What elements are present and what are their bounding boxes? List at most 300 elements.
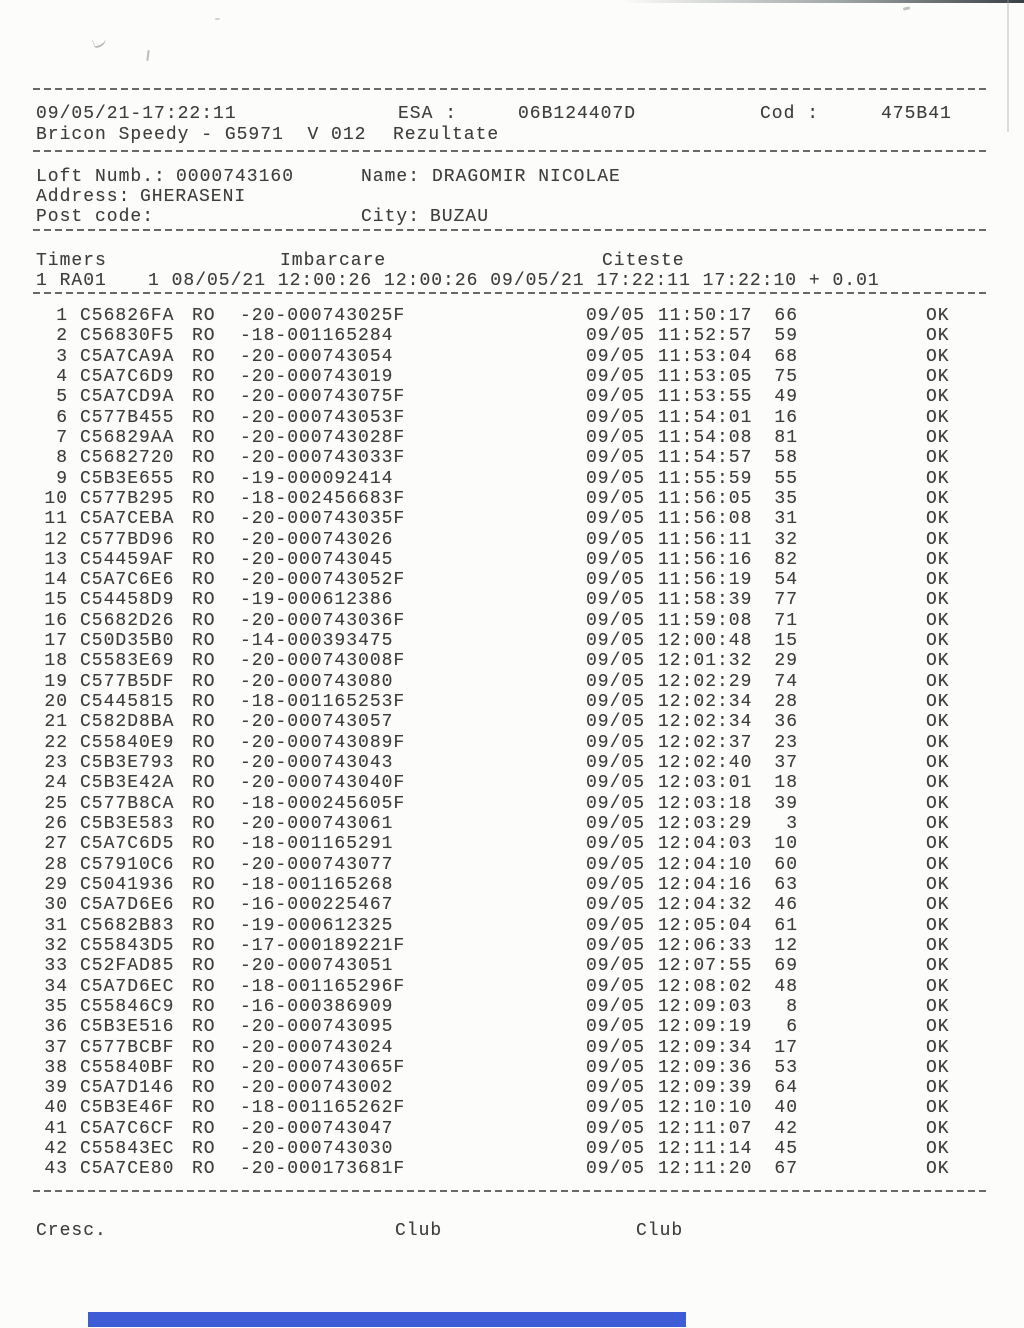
ring-code: C55840BF: [80, 1057, 175, 1078]
band-number: -20-000743002: [240, 1078, 394, 1099]
row-number: 27: [44, 834, 68, 855]
row-number: 21: [44, 712, 68, 733]
clock-time: 12:02:29: [658, 671, 753, 692]
band-number: -18-001165268: [240, 874, 394, 895]
clock-date: 09/05: [586, 834, 646, 855]
country-code: RO: [192, 874, 216, 895]
antenna-number: 81: [774, 427, 798, 448]
table-row: [0, 997, 1024, 1017]
band-number: -20-000743089F: [240, 732, 406, 753]
loft-number-label: Loft Numb.:: [36, 167, 166, 187]
ring-code: C5A7CD9A: [80, 387, 175, 408]
antenna-number: 74: [774, 671, 798, 692]
cresc-signature-label: Cresc.: [36, 1221, 107, 1241]
clock-time: 12:03:01: [658, 773, 753, 794]
timer-detail: 1 08/05/21 12:00:26 12:00:26 09/05/21 17:22:11 17:22:10 + 0.01: [148, 271, 880, 291]
band-number: -18-001165262F: [240, 1098, 406, 1119]
band-number: -20-000743033F: [240, 448, 406, 469]
row-number: 42: [44, 1139, 68, 1160]
clock-time: 12:06:33: [658, 935, 753, 956]
country-code: RO: [192, 306, 216, 326]
status-ok: OK: [926, 570, 950, 591]
table-row: [0, 1058, 1024, 1078]
clock-date: 09/05: [586, 874, 646, 895]
table-row: [0, 712, 1024, 732]
clock-date: 09/05: [586, 407, 646, 428]
table-row: [0, 1017, 1024, 1037]
ring-code: C54459AF: [80, 549, 175, 570]
loft-number: 0000743160: [176, 167, 295, 187]
device-name: Bricon Speedy - G5971 V 012: [36, 125, 367, 145]
band-number: -20-000743026: [240, 529, 394, 550]
clock-time: 12:09:39: [658, 1078, 753, 1099]
clock-date: 09/05: [586, 570, 646, 591]
ring-code: C5A7C6D5: [80, 834, 175, 855]
clock-time: 11:52:57: [658, 326, 753, 347]
country-code: RO: [192, 570, 216, 591]
antenna-number: 46: [774, 895, 798, 916]
country-code: RO: [192, 468, 216, 489]
status-ok: OK: [926, 671, 950, 692]
clock-date: 09/05: [586, 387, 646, 408]
table-row: [0, 448, 1024, 468]
band-number: -20-000173681F: [240, 1159, 406, 1180]
status-ok: OK: [926, 935, 950, 956]
band-number: -20-000743019: [240, 366, 394, 387]
esa-label: ESA :: [398, 104, 458, 124]
country-code: RO: [192, 1139, 216, 1160]
clock-date: 09/05: [586, 1017, 646, 1038]
status-ok: OK: [926, 1098, 950, 1119]
clock-date: 09/05: [586, 346, 646, 367]
table-row: [0, 550, 1024, 570]
country-code: RO: [192, 651, 216, 672]
band-number: -20-000743080: [240, 671, 394, 692]
row-number: 14: [44, 570, 68, 591]
status-ok: OK: [926, 488, 950, 509]
clock-time: 11:50:17: [658, 306, 753, 326]
antenna-number: 37: [774, 753, 798, 774]
antenna-number: 31: [774, 509, 798, 530]
antenna-number: 36: [774, 712, 798, 733]
country-code: RO: [192, 610, 216, 631]
row-number: 22: [44, 732, 68, 753]
row-number: 10: [44, 488, 68, 509]
status-ok: OK: [926, 732, 950, 753]
clock-time: 11:56:16: [658, 549, 753, 570]
band-number: -20-000743040F: [240, 773, 406, 794]
status-ok: OK: [926, 306, 950, 326]
clock-date: 09/05: [586, 1118, 646, 1139]
separator-line: [33, 292, 989, 294]
ring-code: C52FAD85: [80, 956, 175, 977]
clock-date: 09/05: [586, 671, 646, 692]
row-number: 29: [44, 874, 68, 895]
row-number: 11: [44, 509, 68, 530]
scan-edge-shadow: [620, 0, 1024, 3]
antenna-number: 6: [786, 1017, 798, 1038]
clock-date: 09/05: [586, 1139, 646, 1160]
address-value: GHERASENI: [140, 187, 247, 207]
clock-time: 12:11:14: [658, 1139, 753, 1160]
clock-time: 11:56:11: [658, 529, 753, 550]
status-ok: OK: [926, 712, 950, 733]
antenna-number: 42: [774, 1118, 798, 1139]
row-number: 13: [44, 549, 68, 570]
row-number: 32: [44, 935, 68, 956]
ring-code: C577B8CA: [80, 793, 175, 814]
clock-date: 09/05: [586, 793, 646, 814]
country-code: RO: [192, 753, 216, 774]
timers-heading: Timers: [36, 251, 107, 271]
band-number: -17-000189221F: [240, 935, 406, 956]
table-row: [0, 509, 1024, 529]
clock-date: 09/05: [586, 1037, 646, 1058]
clock-date: 09/05: [586, 854, 646, 875]
scan-line-artifact: [1007, 0, 1009, 132]
band-number: -18-001165284: [240, 326, 394, 347]
table-row: [0, 367, 1024, 387]
status-ok: OK: [926, 976, 950, 997]
table-row: [0, 956, 1024, 976]
ring-code: C577B5DF: [80, 671, 175, 692]
row-number: 16: [44, 610, 68, 631]
antenna-number: 3: [786, 814, 798, 834]
country-code: RO: [192, 631, 216, 652]
esa-value: 06B124407D: [518, 104, 637, 124]
clock-time: 11:54:08: [658, 427, 753, 448]
ring-code: C5A7C6E6: [80, 570, 175, 591]
clock-date: 09/05: [586, 712, 646, 733]
clock-time: 11:54:57: [658, 448, 753, 469]
ring-code: C5A7CEBA: [80, 509, 175, 530]
band-number: -20-000743065F: [240, 1057, 406, 1078]
band-number: -20-000743057: [240, 712, 394, 733]
antenna-number: 29: [774, 651, 798, 672]
clock-time: 12:11:07: [658, 1118, 753, 1139]
status-ok: OK: [926, 895, 950, 916]
antenna-number: 60: [774, 854, 798, 875]
antenna-number: 8: [786, 996, 798, 1017]
clock-time: 12:08:02: [658, 976, 753, 997]
country-code: RO: [192, 387, 216, 408]
clock-date: 09/05: [586, 610, 646, 631]
table-row: [0, 1078, 1024, 1098]
clock-time: 12:04:16: [658, 874, 753, 895]
separator-line: [33, 229, 989, 231]
ring-code: C5B3E655: [80, 468, 175, 489]
row-number: 3: [56, 346, 68, 367]
row-number: 1: [56, 306, 68, 326]
table-row: [0, 611, 1024, 631]
table-row: [0, 326, 1024, 346]
table-row: [0, 692, 1024, 712]
ring-code: C582D8BA: [80, 712, 175, 733]
clock-time: 11:55:59: [658, 468, 753, 489]
ring-code: C577B295: [80, 488, 175, 509]
clock-date: 09/05: [586, 1057, 646, 1078]
antenna-number: 68: [774, 346, 798, 367]
ring-code: C55843EC: [80, 1139, 175, 1160]
clock-date: 09/05: [586, 692, 646, 713]
citeste-heading: Citeste: [602, 251, 685, 271]
country-code: RO: [192, 529, 216, 550]
table-row: [0, 814, 1024, 834]
status-ok: OK: [926, 651, 950, 672]
band-number: -16-000225467: [240, 895, 394, 916]
pencil-mark: [92, 36, 107, 49]
row-number: 24: [44, 773, 68, 794]
clock-time: 12:02:34: [658, 712, 753, 733]
status-ok: OK: [926, 549, 950, 570]
antenna-number: 67: [774, 1159, 798, 1180]
ring-code: C577B455: [80, 407, 175, 428]
ring-code: C57910C6: [80, 854, 175, 875]
row-number: 25: [44, 793, 68, 814]
status-ok: OK: [926, 529, 950, 550]
table-row: [0, 855, 1024, 875]
clock-time: 12:02:40: [658, 753, 753, 774]
ring-code: C56829AA: [80, 427, 175, 448]
band-number: -20-000743061: [240, 814, 394, 834]
status-ok: OK: [926, 1139, 950, 1160]
country-code: RO: [192, 692, 216, 713]
address-label: Address:: [36, 187, 131, 207]
row-number: 5: [56, 387, 68, 408]
band-number: -19-000092414: [240, 468, 394, 489]
row-number: 39: [44, 1078, 68, 1099]
clock-date: 09/05: [586, 529, 646, 550]
clock-time: 12:03:29: [658, 814, 753, 834]
band-number: -20-000743052F: [240, 570, 406, 591]
antenna-number: 54: [774, 570, 798, 591]
clock-time: 12:03:18: [658, 793, 753, 814]
status-ok: OK: [926, 590, 950, 611]
clock-time: 11:58:39: [658, 590, 753, 611]
band-number: -20-000743051: [240, 956, 394, 977]
ring-code: C5041936: [80, 874, 175, 895]
clock-date: 09/05: [586, 976, 646, 997]
clock-date: 09/05: [586, 366, 646, 387]
clock-time: 12:04:03: [658, 834, 753, 855]
clock-time: 12:04:10: [658, 854, 753, 875]
clock-date: 09/05: [586, 915, 646, 936]
country-code: RO: [192, 346, 216, 367]
status-ok: OK: [926, 427, 950, 448]
clock-time: 11:54:01: [658, 407, 753, 428]
status-ok: OK: [926, 753, 950, 774]
row-number: 12: [44, 529, 68, 550]
status-ok: OK: [926, 814, 950, 834]
ring-code: C5A7D146: [80, 1078, 175, 1099]
clock-date: 09/05: [586, 306, 646, 326]
clock-date: 09/05: [586, 509, 646, 530]
status-ok: OK: [926, 631, 950, 652]
clock-time: 11:56:05: [658, 488, 753, 509]
table-row: [0, 1139, 1024, 1159]
ring-code: C5682720: [80, 448, 175, 469]
antenna-number: 28: [774, 692, 798, 713]
band-number: -18-001165291: [240, 834, 394, 855]
row-number: 19: [44, 671, 68, 692]
clock-time: 12:05:04: [658, 915, 753, 936]
antenna-number: 77: [774, 590, 798, 611]
row-number: 41: [44, 1118, 68, 1139]
band-number: -20-000743095: [240, 1017, 394, 1038]
scan-speck: [903, 6, 910, 10]
band-number: -20-000743045: [240, 549, 394, 570]
row-number: 20: [44, 692, 68, 713]
status-ok: OK: [926, 854, 950, 875]
band-number: -18-001165253F: [240, 692, 406, 713]
band-number: -20-000743047: [240, 1118, 394, 1139]
scanner-color-strip: [88, 1312, 686, 1327]
clock-date: 09/05: [586, 1159, 646, 1180]
row-number: 36: [44, 1017, 68, 1038]
row-number: 2: [56, 326, 68, 347]
country-code: RO: [192, 773, 216, 794]
city-value: BUZAU: [430, 207, 490, 227]
band-number: -20-000743028F: [240, 427, 406, 448]
ring-code: C5B3E516: [80, 1017, 175, 1038]
band-number: -20-000743036F: [240, 610, 406, 631]
status-ok: OK: [926, 346, 950, 367]
clock-date: 09/05: [586, 996, 646, 1017]
band-number: -20-000743024: [240, 1037, 394, 1058]
clock-time: 12:11:20: [658, 1159, 753, 1180]
clock-date: 09/05: [586, 631, 646, 652]
clock-date: 09/05: [586, 651, 646, 672]
antenna-number: 10: [774, 834, 798, 855]
clock-date: 09/05: [586, 956, 646, 977]
band-number: -18-000245605F: [240, 793, 406, 814]
ring-code: C5583E69: [80, 651, 175, 672]
ring-code: C55840E9: [80, 732, 175, 753]
status-ok: OK: [926, 956, 950, 977]
separator-line: [33, 150, 989, 152]
country-code: RO: [192, 935, 216, 956]
clock-time: 11:56:19: [658, 570, 753, 591]
clock-date: 09/05: [586, 488, 646, 509]
status-ok: OK: [926, 1159, 950, 1180]
status-ok: OK: [926, 793, 950, 814]
row-number: 30: [44, 895, 68, 916]
antenna-number: 12: [774, 935, 798, 956]
country-code: RO: [192, 1017, 216, 1038]
antenna-number: 55: [774, 468, 798, 489]
row-number: 8: [56, 448, 68, 469]
clock-time: 11:53:55: [658, 387, 753, 408]
band-number: -20-000743053F: [240, 407, 406, 428]
table-row: [0, 773, 1024, 793]
ring-code: C5A7C6D9: [80, 366, 175, 387]
ring-code: C5B3E42A: [80, 773, 175, 794]
antenna-number: 45: [774, 1139, 798, 1160]
band-number: -20-000743077: [240, 854, 394, 875]
antenna-number: 58: [774, 448, 798, 469]
antenna-number: 66: [774, 306, 798, 326]
clock-time: 12:10:10: [658, 1098, 753, 1119]
fancier-name: DRAGOMIR NICOLAE: [432, 167, 621, 187]
clock-date: 09/05: [586, 773, 646, 794]
status-ok: OK: [926, 874, 950, 895]
ring-code: C5B3E583: [80, 814, 175, 834]
name-label: Name:: [361, 167, 421, 187]
country-code: RO: [192, 407, 216, 428]
status-ok: OK: [926, 1017, 950, 1038]
country-code: RO: [192, 1118, 216, 1139]
table-row: [0, 916, 1024, 936]
status-ok: OK: [926, 692, 950, 713]
country-code: RO: [192, 488, 216, 509]
table-row: [0, 469, 1024, 489]
antenna-number: 64: [774, 1078, 798, 1099]
postcode-label: Post code:: [36, 207, 155, 227]
status-ok: OK: [926, 407, 950, 428]
antenna-number: 40: [774, 1098, 798, 1119]
row-number: 38: [44, 1057, 68, 1078]
ring-code: C577BD96: [80, 529, 175, 550]
clock-time: 12:02:34: [658, 692, 753, 713]
report-datetime: 09/05/21-17:22:11: [36, 104, 237, 124]
ring-code: C55846C9: [80, 996, 175, 1017]
row-number: 35: [44, 996, 68, 1017]
status-ok: OK: [926, 1057, 950, 1078]
table-row: [0, 895, 1024, 915]
report-title: Rezultate: [393, 125, 500, 145]
clock-time: 12:07:55: [658, 956, 753, 977]
table-row: [0, 1159, 1024, 1179]
status-ok: OK: [926, 448, 950, 469]
status-ok: OK: [926, 610, 950, 631]
antenna-number: 16: [774, 407, 798, 428]
clock-date: 09/05: [586, 468, 646, 489]
table-row: [0, 590, 1024, 610]
clock-time: 12:01:32: [658, 651, 753, 672]
table-row: [0, 875, 1024, 895]
table-row: [0, 428, 1024, 448]
clock-time: 11:59:08: [658, 610, 753, 631]
country-code: RO: [192, 732, 216, 753]
table-row: [0, 489, 1024, 509]
antenna-number: 61: [774, 915, 798, 936]
ring-code: C5A7D6E6: [80, 895, 175, 916]
country-code: RO: [192, 712, 216, 733]
band-number: -19-000612386: [240, 590, 394, 611]
country-code: RO: [192, 427, 216, 448]
ring-code: C5682D26: [80, 610, 175, 631]
clock-date: 09/05: [586, 1078, 646, 1099]
country-code: RO: [192, 326, 216, 347]
clock-date: 09/05: [586, 732, 646, 753]
status-ok: OK: [926, 834, 950, 855]
antenna-number: 71: [774, 610, 798, 631]
row-number: 7: [56, 427, 68, 448]
table-row: [0, 408, 1024, 428]
band-number: -20-000743030: [240, 1139, 394, 1160]
row-number: 17: [44, 631, 68, 652]
antenna-number: 69: [774, 956, 798, 977]
table-row: [0, 753, 1024, 773]
table-row: [0, 530, 1024, 550]
country-code: RO: [192, 895, 216, 916]
imbarcare-heading: Imbarcare: [280, 251, 387, 271]
club-signature-label: Club: [395, 1221, 443, 1241]
status-ok: OK: [926, 366, 950, 387]
ring-code: C5A7CA9A: [80, 346, 175, 367]
country-code: RO: [192, 1159, 216, 1180]
antenna-number: 48: [774, 976, 798, 997]
